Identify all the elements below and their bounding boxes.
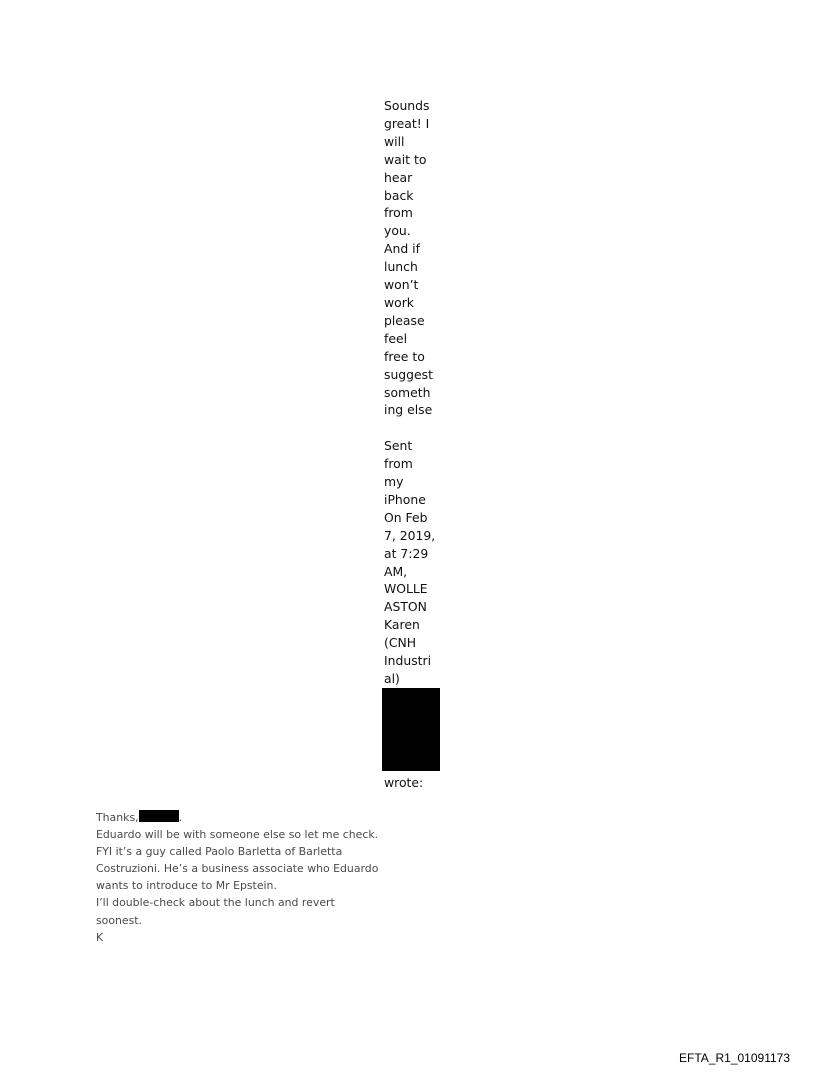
message-line: work <box>384 294 414 310</box>
quote-header-line: (CNH <box>384 635 417 651</box>
message-line: back <box>384 187 414 203</box>
quote-header-line: Industri <box>384 653 432 669</box>
paragraph-gap <box>384 419 440 437</box>
message-line: please <box>384 312 425 328</box>
quote-header-line: Karen <box>384 617 420 633</box>
message-line: wait to <box>384 151 427 167</box>
message-line: free to <box>384 348 425 364</box>
quoted-reply <box>96 809 406 946</box>
quote-header-line: On Feb <box>384 509 428 525</box>
message-line: And if <box>384 241 420 257</box>
quote-header-line: at 7:29 <box>384 545 429 561</box>
quote-header-line: al) <box>384 670 400 686</box>
reply-line: FYI it’s a guy called Paolo Barletta of Barletta <box>96 845 343 859</box>
redaction-block <box>382 688 440 771</box>
sent-from-line: from <box>384 456 413 472</box>
redaction-inline <box>139 810 179 822</box>
quote-header-line: AM, <box>384 563 408 579</box>
message-line: someth <box>384 384 431 400</box>
message-line: won’t <box>384 277 419 293</box>
reply-line: Eduardo will be with someone else so let me check. <box>96 828 379 842</box>
message-line: from <box>384 205 413 221</box>
reply-greeting <box>96 809 406 826</box>
message-line: feel <box>384 330 408 346</box>
reply-line: K <box>96 930 104 944</box>
message-body-column <box>384 97 440 688</box>
document-id: EFTA_R1_01091173 <box>679 1051 790 1065</box>
greeting-prefix: Thanks, <box>96 811 139 824</box>
message-line: lunch <box>384 259 418 275</box>
reply-line: Costruzioni. He’s a business associate who Eduardo <box>96 862 379 876</box>
reply-line: soonest. <box>96 913 143 927</box>
sent-from-line: my <box>384 474 404 490</box>
reply-line: wants to introduce to Mr Epstein. <box>96 879 277 893</box>
sent-from-line: Sent <box>384 438 413 454</box>
message-line: Sounds <box>384 98 430 113</box>
quote-header-line: WOLLE <box>384 581 428 597</box>
reply-line: I’ll double-check about the lunch and revert <box>96 896 335 910</box>
wrote-label: wrote: <box>384 775 424 790</box>
quote-header-line: 7, 2019, <box>384 527 436 543</box>
greeting-suffix: . <box>178 811 183 824</box>
message-line: great! I <box>384 115 430 131</box>
quote-header-line: ASTON <box>384 599 427 615</box>
message-line: you. <box>384 223 411 239</box>
message-line: ing else <box>384 402 433 418</box>
sent-from-line: iPhone <box>384 491 426 507</box>
message-line: suggest <box>384 366 433 382</box>
message-line: will <box>384 133 405 149</box>
message-line: hear <box>384 169 413 185</box>
